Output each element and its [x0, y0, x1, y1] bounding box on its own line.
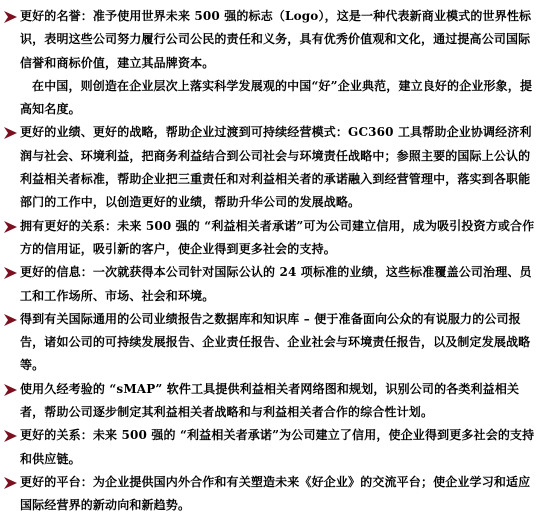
list-item-better-relationships — [4, 424, 539, 471]
list-item-database — [4, 308, 539, 378]
arrow-bullet-icon — [4, 11, 17, 23]
arrow-bullet-icon — [4, 314, 17, 326]
arrow-bullet-icon — [4, 267, 17, 279]
arrow-bullet-icon — [4, 221, 17, 233]
item-paragraph: 拥有更好的关系：未来 500 强的 “利益相关者承诺”可为公司建立信用，成为吸引投资方或合作方的信用证，吸引新的客户，使企业得到更多社会的支持。 — [20, 218, 535, 256]
list-item-performance-strategy — [4, 121, 539, 214]
arrow-bullet-icon — [4, 384, 17, 396]
item-paragraph: 在中国，则创造在企业层次上落实科学发展观的中国“好”企业典范，建立良好的企业形象，提高知名度。 — [20, 78, 533, 117]
item-paragraph: 更好的平台：为企业提供国内外合作和有关塑造未来《好企业》的交流平台；使企业学习和适应国际经营界的新动向和新趋势。 — [20, 474, 531, 513]
arrow-bullet-icon — [4, 477, 17, 489]
item-paragraph: 使用久经考验的 “sMAP” 软件工具提供利益相关者网络图和规划，识别公司的各类利益相关者，帮助公司逐步制定其利益相关者战略和与利益相关者合作的综合性计划。 — [20, 381, 520, 420]
list-item-relationships — [4, 215, 539, 262]
item-paragraph: 更好的关系：未来 500 强的 “利益相关者承诺”为公司建立了信用，使企业得到更多社会的支持和供应链。 — [20, 428, 535, 466]
arrow-bullet-icon — [4, 430, 17, 442]
item-paragraph: 更好的业绩、更好的战略，帮助企业过渡到可持续经营模式：GC360 工具帮助企业协调经济利润与社会、环境利益，把商务利益结合到公司社会与环境责任战略中；参照主要的国际上公认的利益相关者标准，帮助企业把三重责任和对利益相关者的承诺融入到经营管理中，落实到各职能部门的工作中，以创造更好的业绩，帮助升华公司的发展战略。 — [20, 125, 532, 210]
arrow-bullet-icon — [4, 127, 17, 139]
item-paragraph: 更好的信息：一次就获得本公司针对国际公认的 24 项标准的业绩，这些标准覆盖公司治理、员工和工作场所、市场、社会和环境。 — [20, 265, 532, 303]
list-item-information — [4, 261, 539, 308]
item-paragraph: 更好的名誉：准予使用世界未来 500 强的标志（Logo），这是一种代表新商业模式的世界性标识，表明这些公司努力履行公司公民的责任和义务，具有优秀价值观和文化，通过提高公司国际信誉和商标价值，建立其品牌资本。 — [20, 9, 532, 70]
list-item-smap-tool — [4, 378, 539, 425]
item-paragraph: 得到有关国际通用的公司业绩报告之数据库和知识库 – 便于准备面向公众的有说服力的公司报告，诸如公司的可持续发展报告、企业责任报告、企业社会与环境责任报告，以及制定发展战略等。 — [20, 311, 531, 373]
list-item-reputation — [4, 5, 539, 121]
